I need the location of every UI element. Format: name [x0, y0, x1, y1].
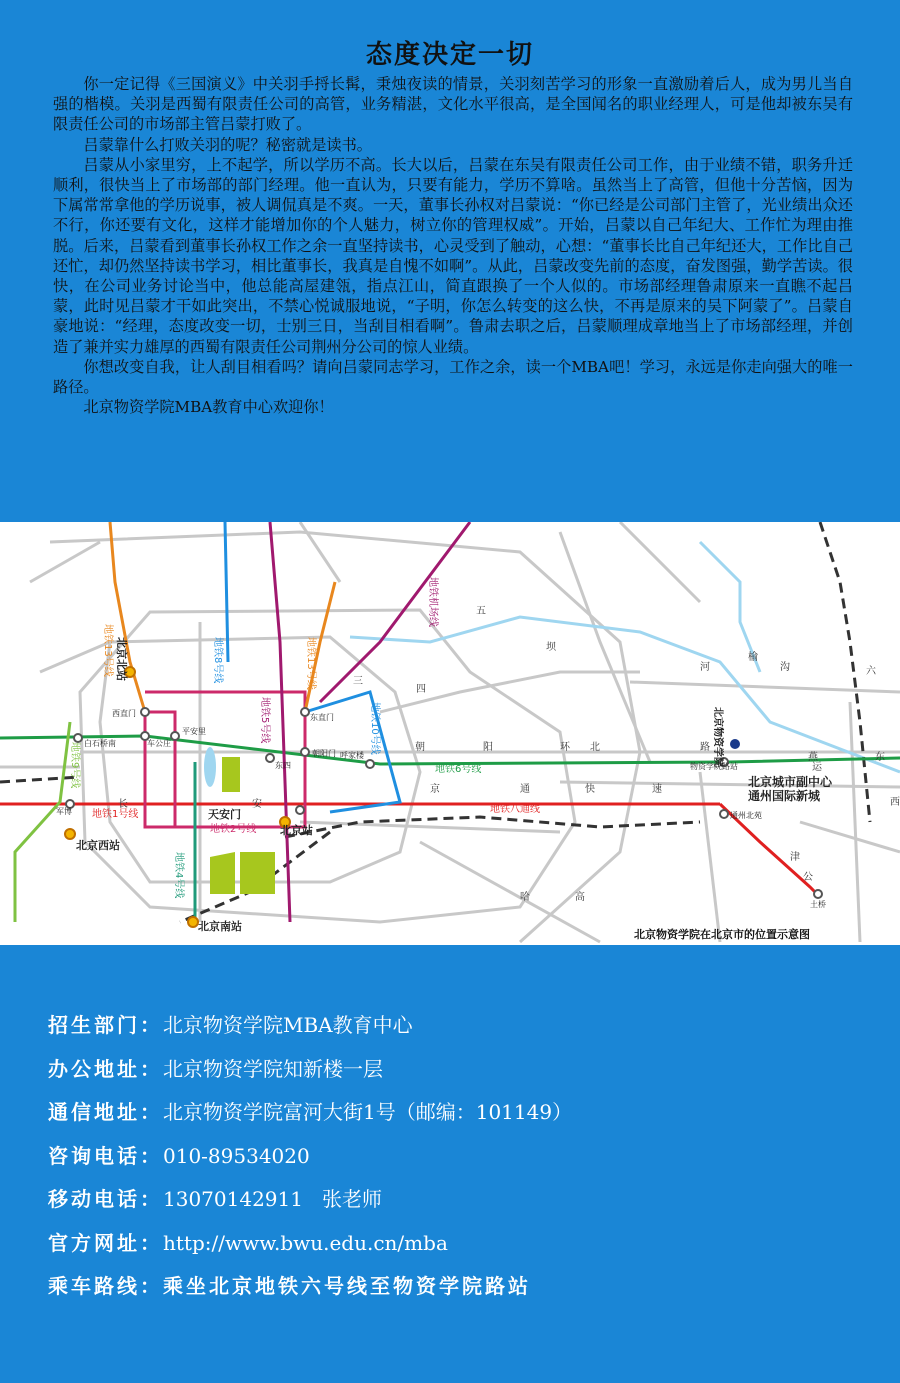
svg-text:北: 北 [590, 742, 600, 753]
svg-text:沟: 沟 [780, 662, 790, 673]
park-block [222, 757, 240, 792]
svg-text:燕: 燕 [808, 752, 818, 763]
contact-row-mail-address [48, 1095, 868, 1139]
article-paragraph: 吕蒙靠什么打败关羽的呢？秘密就是读书。 [83, 135, 372, 154]
svg-text:公: 公 [803, 872, 813, 883]
park-block [240, 852, 275, 894]
svg-text:三: 三 [353, 676, 363, 687]
map-caption: 北京物资学院在北京市的位置示意图 [634, 928, 810, 941]
contact-label: 咨询电话： [48, 1143, 163, 1168]
line-label-8: 地铁8号线 [212, 637, 223, 684]
station-label: 平安里 [182, 727, 206, 736]
svg-text:路: 路 [700, 742, 710, 753]
svg-text:坝: 坝 [546, 642, 556, 653]
contact-row-mobile [48, 1182, 868, 1226]
svg-text:快: 快 [585, 784, 595, 795]
contact-info [48, 1008, 868, 1313]
station-label: 车公庄 [147, 739, 171, 748]
contact-row-website [48, 1226, 868, 1270]
line-label-6: 地铁6号线 [435, 764, 482, 775]
svg-text:京: 京 [430, 784, 440, 795]
contact-label: 乘车路线： [48, 1274, 163, 1298]
line-label-13: 地铁13号线 [102, 624, 113, 677]
contact-value: 北京物资学院富河大街1号（邮编：101149） [163, 1100, 573, 1124]
svg-text:五: 五 [476, 606, 486, 617]
contact-value: 010-89534020 [163, 1143, 310, 1168]
line-label-10: 地铁10号线 [369, 702, 380, 755]
contact-value: 北京物资学院MBA教育中心 [163, 1013, 413, 1037]
station-label: 物资学院路站 [690, 762, 738, 771]
svg-text:榆: 榆 [748, 652, 758, 663]
svg-text:西: 西 [890, 797, 900, 808]
line-label-airport: 地铁机场线 [427, 577, 438, 627]
station-label: 朝阳门 [312, 749, 336, 758]
station-label: 天安门 [208, 808, 241, 821]
article-body [53, 74, 853, 417]
contact-label: 官方网址： [48, 1230, 163, 1255]
article-paragraph: 吕蒙从小家里穷，上不起学，所以学历不高。长大以后，吕蒙在东吴有限责任公司工作，由于业绩不错，职务升迁顺利，很快当上了市场部的部门经理。他一直认为，只要有能力，学历不算啥。虽然当上了高管，但他十分苦恼，因为下属常常拿他的学历说事，被人调侃真是不爽。一天，董事长孙权对吕蒙说：“你已经是公司部门主管了，光业绩出众还不行，你还要有文化，这样才能增加你的个人魅力，树立你的管理权威”。开始，吕蒙以自己年纪大、工作忙为理由推脱。后来，吕蒙看到董事长孙权工作之余一直坚持读书，心灵受到了触动，心想：“董事长比自己年纪还大，工作比自己还忙，却仍然坚持读书学习，相比董事长，我真是自愧不如啊”。从此，吕蒙改变先前的态度，奋发图强，勤学苦读。很快，在公司业务讨论当中，他总能高屋建瓴，指点江山，简直跟换了一个人似的。市场部经理鲁肃原来一直瞧不起吕蒙，此时见吕蒙才干如此突出，不禁心悦诚服地说，“子明，你怎么转变的这么快，不再是原来的吴下阿蒙了”。吕蒙自豪地说：“经理，态度改变一切，士别三日，当刮目相看啊”。鲁肃去职之后，吕蒙顺理成章地当上了市场部经理，并创造了兼并实力雄厚的西蜀有限责任公司荆州分公司的惊人业绩。 [53, 155, 853, 356]
lake [204, 747, 216, 787]
svg-text:东: 东 [875, 752, 885, 763]
svg-text:速: 速 [652, 784, 662, 795]
contact-row-phone [48, 1139, 868, 1183]
svg-text:高: 高 [575, 892, 585, 903]
article-title: 态度决定一切 [365, 40, 534, 70]
line-label-13b: 地铁13号线 [305, 637, 316, 690]
line-label-5: 地铁5号线 [259, 697, 270, 744]
contact-label: 招生部门： [48, 1013, 163, 1037]
svg-text:哈: 哈 [520, 892, 530, 903]
location-map [0, 522, 900, 945]
station-label: 军博 [56, 807, 72, 816]
station-label: 东四 [275, 761, 291, 770]
station-label: 东直门 [310, 713, 334, 722]
contact-row-office [48, 1052, 868, 1096]
article-section [0, 0, 900, 522]
station-label: 北京站 [280, 824, 313, 837]
contact-value: 13070142911 张老师 [163, 1187, 383, 1211]
line-label-batong: 地铁八通线 [490, 804, 540, 815]
contact-row-route [48, 1269, 868, 1313]
svg-text:河: 河 [700, 662, 710, 673]
station-label: 土桥 [810, 900, 826, 909]
contact-label: 办公地址： [48, 1056, 163, 1081]
contact-row-department [48, 1008, 868, 1052]
station-label: 通州北苑 [730, 811, 762, 820]
contact-value: 乘坐北京地铁六号线至物资学院路站 [163, 1274, 531, 1298]
svg-text:朝: 朝 [415, 742, 425, 753]
article-paragraph: 你一定记得《三国演义》中关羽手捋长髯，秉烛夜读的情景，关羽刻苦学习的形象一直激励着后人，成为男儿当自强的楷模。关羽是西蜀有限责任公司的高管，业务精湛，文化水平很高，是全国闻名的职业经理人，可是他却被东吴有限责任公司的市场部主管吕蒙打败了。 [53, 75, 853, 134]
website-link[interactable]: http://www.bwu.edu.cn/mba [163, 1230, 448, 1255]
svg-text:通: 通 [520, 784, 530, 795]
svg-text:四: 四 [416, 684, 426, 695]
station-label: 北京北站 [115, 637, 128, 681]
contact-label: 移动电话： [48, 1187, 163, 1211]
svg-text:环: 环 [560, 742, 570, 753]
station-label: 呼家楼 [340, 751, 364, 760]
article-paragraph: 北京物资学院MBA教育中心欢迎你！ [83, 398, 334, 417]
svg-text:阳: 阳 [483, 742, 493, 753]
svg-text:津: 津 [790, 852, 800, 863]
article-paragraph: 你想改变自我，让人刮目相看吗？请向吕蒙同志学习，工作之余，读一个MBA吧！学习，永远是你走向强大的唯一路径。 [53, 357, 853, 397]
station-label: 北京南站 [198, 920, 242, 933]
place-label: 北京物资学院 [712, 707, 723, 767]
place-label: 通州国际新城 [748, 789, 821, 803]
svg-text:运: 运 [812, 762, 822, 773]
line-label-9: 地铁9号线 [69, 742, 80, 789]
place-label: 北京城市副中心 [748, 775, 833, 789]
park-block [210, 852, 235, 894]
svg-text:长: 长 [118, 799, 128, 810]
line-label-4: 地铁4号线 [173, 852, 184, 899]
line-label-2: 地铁2号线 [210, 824, 257, 835]
svg-text:安: 安 [252, 799, 262, 810]
line-label-1: 地铁1号线 [92, 809, 139, 820]
contact-label: 通信地址： [48, 1100, 163, 1124]
station-label: 西直门 [112, 709, 136, 718]
station-label: 北京西站 [76, 839, 120, 852]
contact-value: 北京物资学院知新楼一层 [163, 1056, 383, 1081]
station-label: 白石桥南 [84, 739, 116, 748]
svg-text:六: 六 [866, 666, 876, 677]
